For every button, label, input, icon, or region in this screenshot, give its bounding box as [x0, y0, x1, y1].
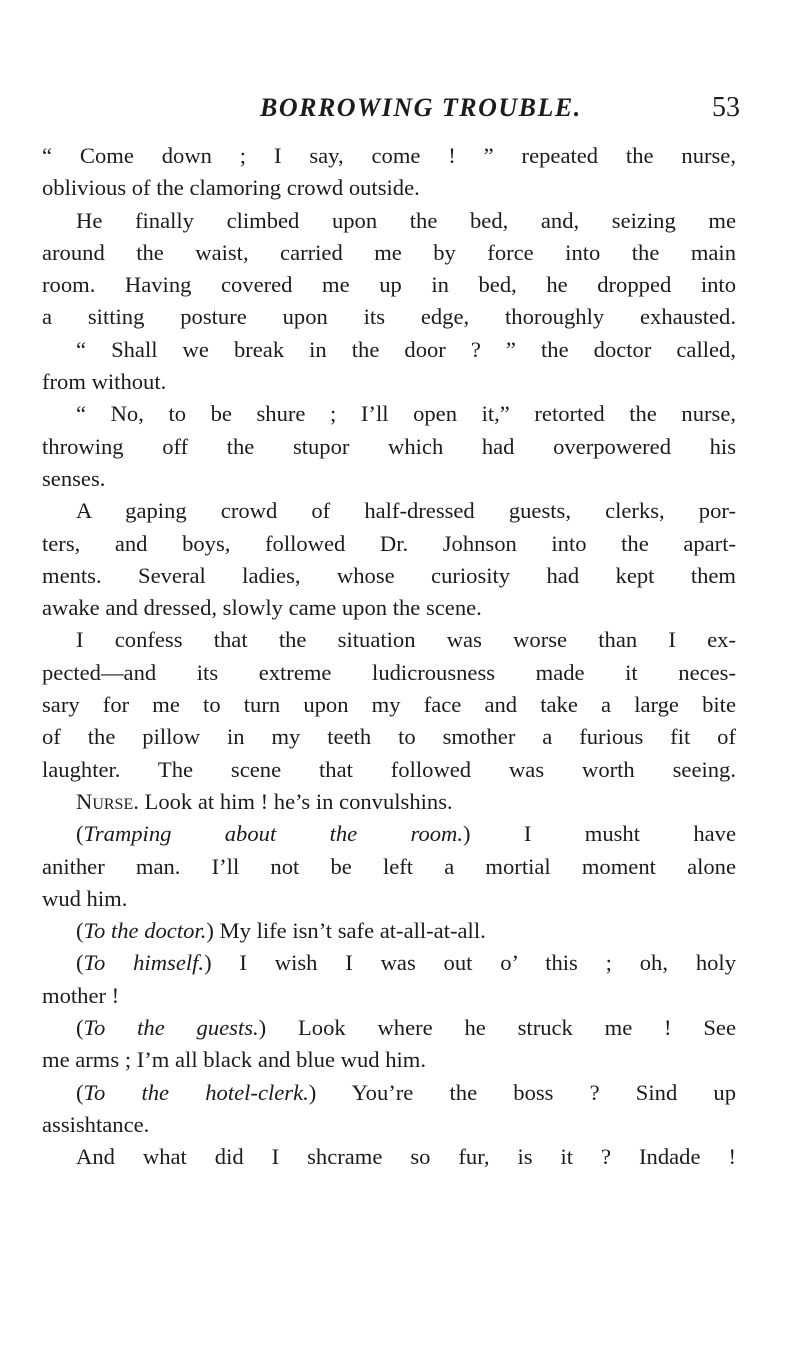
text-line	[42, 398, 736, 430]
text-segment: ) I wish I was out o’ this ; oh, holy	[204, 950, 736, 976]
text-line	[42, 754, 736, 786]
text-segment: from without.	[42, 369, 167, 395]
text-line	[42, 431, 736, 463]
text-line	[42, 366, 736, 398]
text-segment: “ Come down ; I say, come ! ” repeated the nurse,	[42, 143, 736, 168]
text-line	[42, 1109, 736, 1141]
text-segment: anither man. I’ll not be left a mortial moment alone	[42, 853, 736, 879]
text-segment: me arms ; I’m all black and blue wud him.	[42, 1047, 426, 1073]
page-number: 53	[712, 92, 740, 123]
text-segment: senses.	[42, 465, 106, 491]
text-line	[42, 140, 736, 172]
text-line	[42, 883, 736, 915]
speaker-name: Nurse.	[76, 788, 139, 814]
text-segment: mother !	[42, 982, 120, 1008]
text-segment: “ No, to be shure ; I’ll open it,” retorted the nurse,	[76, 401, 736, 427]
text-line	[42, 624, 736, 656]
text-segment: A gaping crowd of half-dressed guests, clerks, por-	[76, 498, 736, 524]
text-line	[42, 1141, 736, 1173]
text-segment: sary for me to turn upon my face and take a large bite	[42, 692, 736, 718]
page-header	[42, 88, 740, 128]
text-line	[42, 592, 736, 624]
text-segment: (	[76, 821, 84, 847]
text-line	[42, 205, 736, 237]
text-line	[42, 818, 736, 850]
text-line	[42, 915, 736, 947]
text-line	[42, 1012, 736, 1044]
text-line	[42, 657, 736, 689]
text-segment: ters, and boys, followed Dr. Johnson into the apart-	[42, 530, 736, 556]
text-line	[42, 980, 736, 1012]
text-segment: ments. Several ladies, whose curiosity had kept them	[42, 562, 736, 588]
stage-direction: To himself.	[83, 950, 205, 976]
text-segment: laughter. The scene that followed was worth seeing.	[42, 756, 736, 782]
text-segment: of the pillow in my teeth to smother a furious fit of	[42, 724, 736, 750]
stage-direction: To the guests.	[83, 1015, 259, 1041]
stage-direction: To the doctor.	[83, 918, 207, 944]
text-line	[42, 560, 736, 592]
text-segment: (	[76, 1079, 84, 1105]
text-segment: He finally climbed upon the bed, and, seizing me	[76, 207, 736, 233]
text-segment: awake and dressed, slowly came upon the scene.	[42, 595, 482, 621]
text-segment: Look at him ! he’s in convulshins.	[138, 788, 453, 814]
text-line	[42, 237, 736, 269]
text-segment: throwing off the stupor which had overpowered his	[42, 433, 736, 459]
text-segment: a sitting posture upon its edge, thoroughly exhausted.	[42, 304, 736, 330]
text-segment: pected—and its extreme ludicrousness made it neces-	[42, 659, 736, 685]
text-segment: (	[76, 1015, 84, 1041]
text-segment: oblivious of the clamoring crowd outside.	[42, 175, 420, 201]
text-segment: ) My life isn’t safe at-all-at-all.	[206, 918, 486, 944]
text-line	[42, 495, 736, 527]
text-line	[42, 334, 736, 366]
text-line	[42, 463, 736, 495]
stage-direction: To the hotel-clerk.	[83, 1079, 309, 1105]
text-line	[42, 528, 736, 560]
text-line	[42, 721, 736, 753]
text-segment: wud him.	[42, 885, 128, 911]
text-line	[42, 1077, 736, 1109]
text-segment: (	[76, 918, 84, 944]
text-line	[42, 786, 736, 818]
text-segment: I confess that the situation was worse than I ex-	[76, 627, 736, 653]
text-segment: ) I musht have	[463, 821, 736, 847]
text-segment: room. Having covered me up in bed, he dropped into	[42, 272, 736, 298]
running-head: BORROWING TROUBLE.	[260, 93, 582, 122]
text-segment: ) You’re the boss ? Sind up	[308, 1079, 736, 1105]
text-segment: assishtance.	[42, 1111, 150, 1137]
text-line	[42, 301, 736, 333]
text-line	[42, 1044, 736, 1076]
text-line	[42, 689, 736, 721]
text-line	[42, 947, 736, 979]
text-segment: around the waist, carried me by force into the main	[42, 239, 736, 265]
text-line	[42, 269, 736, 301]
text-segment: (	[76, 950, 84, 976]
stage-direction: Tramping about the room.	[83, 821, 464, 847]
text-segment: “ Shall we break in the door ? ” the doctor called,	[76, 336, 736, 362]
text-line	[42, 172, 736, 204]
text-segment: ) Look where he struck me ! See	[258, 1015, 736, 1041]
text-segment: And what did I shcrame so fur, is it ? Indade !	[76, 1144, 736, 1170]
body-text	[42, 140, 736, 1174]
text-line	[42, 851, 736, 883]
